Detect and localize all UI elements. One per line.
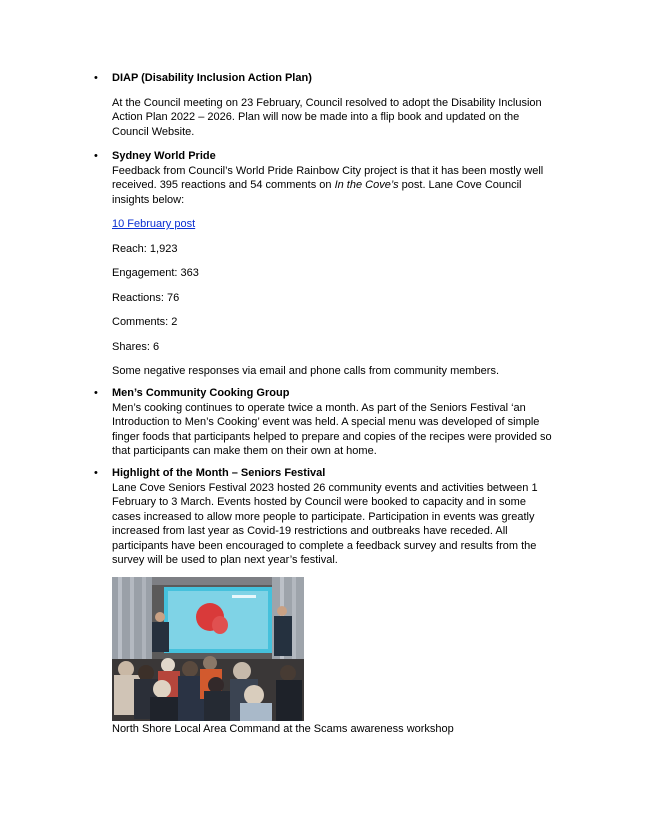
bullet-icon: • (94, 150, 98, 162)
diap-section (94, 71, 552, 139)
stat-shares: Shares: 6 (112, 340, 160, 353)
diap-body: At the Council meeting on 23 February, Council resolved to adopt the Disability Inclusion Action Plan 2022 – 2026. Plan will now be made into a flip book and updated on the Council Website. (112, 96, 542, 138)
diap-heading: DIAP (Disability Inclusion Action Plan) (112, 72, 312, 84)
cooking-body: Men’s cooking continues to operate twice a month. As part of the Seniors Festival ‘an Introduction to Men’s Cooking’ event was held. A special menu was developed of simple finger foods that participants helped to prepare and copies of the recipes were provided so that participants can make them on their own at home. (112, 401, 552, 457)
pride-note: Some negative responses via email and phone calls from community members. (112, 365, 500, 377)
festival-heading: Highlight of the Month – Seniors Festival (112, 467, 326, 479)
scams-workshop-photo (112, 577, 304, 721)
pride-section (94, 149, 552, 379)
photo-caption: North Shore Local Area Command at the Scams awareness workshop (112, 723, 454, 735)
stat-engagement: Engagement: 363 (112, 267, 199, 279)
cooking-section (94, 386, 552, 459)
cooking-heading: Men’s Community Cooking Group (112, 387, 290, 399)
pride-heading: Sydney World Pride (112, 150, 216, 162)
pride-body: Feedback from Council’s World Pride Rainbow City project is that it has been mostly well received. 395 reactions and 54 comments on In the Cove’s post. Lane Cove Council insights below: (112, 164, 544, 206)
stat-comments: Comments: 2 (112, 316, 178, 328)
festival-section (94, 466, 552, 568)
bullet-icon: • (94, 72, 98, 84)
bullet-icon: • (94, 387, 98, 399)
stat-reactions: Reactions: 76 (112, 291, 180, 304)
february-post-link[interactable]: 10 February post (112, 218, 196, 230)
festival-body: Lane Cove Seniors Festival 2023 hosted 26 community events and activities between 1 February to 3 March. Events hosted by Council were booked to capacity and in some cases increased to allow more people to participate. Participation in events was greatly increased from last year as Covid-19 restrictions and outbreaks have receded. All participants have been encouraged to complete a feedback survey and results from the survey will be used to plan next year’s festival. (112, 481, 538, 566)
bullet-icon: • (94, 467, 98, 479)
stat-reach: Reach: 1,923 (112, 242, 178, 255)
